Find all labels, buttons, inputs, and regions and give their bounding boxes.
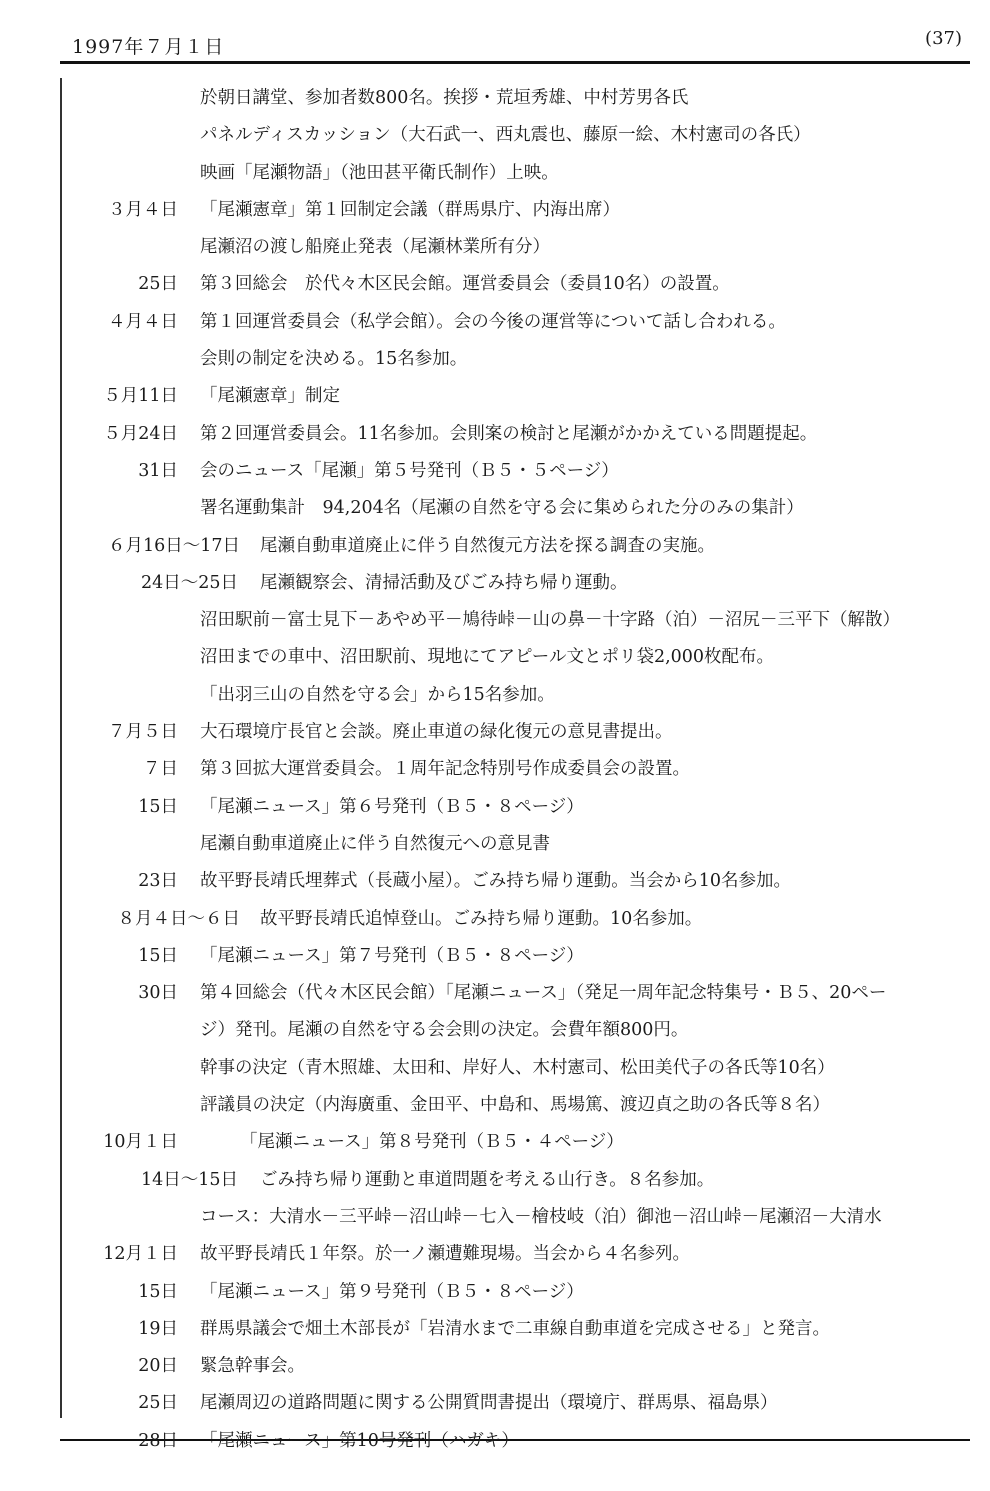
chronology-entry: [80, 826, 980, 863]
chronology-entry: [80, 117, 980, 154]
entry-date: 31日: [138, 460, 178, 481]
entry-text: 沼田駅前－富士見下－あやめ平－鳩待峠－山の鼻－十字路（泊）－沼尻－三平下（解散）: [200, 610, 900, 631]
entry-text: 故平野長靖氏１年祭。於一ノ瀬遭難現場。当会から４名参列。: [200, 1244, 690, 1265]
entry-text: 映画「尾瀬物語」（池田甚平衛氏制作）上映。: [200, 162, 559, 183]
chronology-entry: [80, 1423, 980, 1460]
chronology-entry: [80, 416, 980, 453]
entry-text: 第２回運営委員会。11名参加。会則案の検討と尾瀬がかかえている問題提起。: [200, 423, 818, 444]
chronology-entry: [80, 1274, 980, 1311]
left-margin-rule: [60, 78, 62, 1418]
entry-text: 第４回総会（代々木区民会館）「尾瀬ニュース」（発足一周年記念特集号・Ｂ５、20ペー: [200, 983, 887, 1004]
entry-date: 15日: [138, 796, 178, 817]
entry-text: 第３回拡大運営委員会。１周年記念特別号作成委員会の設置。: [200, 759, 690, 780]
chronology-entry: [80, 863, 980, 900]
entry-date: 14日～15日: [140, 1169, 238, 1190]
chronology-entry: [80, 1162, 980, 1199]
entry-date: 24日～25日: [140, 572, 238, 593]
entry-text: 第３回総会 於代々木区民会館。運営委員会（委員10名）の設置。: [200, 274, 730, 295]
entry-text: 「尾瀬ニュース」第10号発刊（ハガキ）: [200, 1430, 519, 1451]
chronology-entry: [80, 490, 980, 527]
entry-text: 幹事の決定（青木照雄、太田和、岸好人、木村憲司、松田美代子の各氏等10名）: [200, 1057, 835, 1078]
entry-text: ごみ持ち帰り運動と車道問題を考える山行き。８名参加。: [260, 1169, 715, 1190]
entry-text: 会則の制定を決める。15名参加。: [200, 349, 468, 370]
entry-text: 故平野長靖氏埋葬式（長蔵小屋）。ごみ持ち帰り運動。当会から10名参加。: [200, 871, 792, 892]
chronology-entry: [80, 1311, 980, 1348]
chronology-entry: [80, 901, 980, 938]
chronology-entry: [80, 1012, 980, 1049]
chronology-entry: [80, 975, 980, 1012]
entry-text: 「尾瀬ニュース」第７号発刊（Ｂ５・８ページ）: [200, 945, 584, 966]
chronology-entry: [80, 80, 980, 117]
page-number: (37): [925, 28, 962, 49]
entry-text: 「尾瀬憲章」制定: [200, 386, 340, 407]
entry-text: 「尾瀬ニュース」第９号発刊（Ｂ５・８ページ）: [200, 1281, 584, 1302]
entry-text: 尾瀬観察会、清掃活動及びごみ持ち帰り運動。: [260, 572, 628, 593]
entry-text: コース：大清水－三平峠－沼山峠－七入－檜枝岐（泊）御池－沼山峠－尾瀬沼－大清水: [200, 1206, 882, 1227]
chronology-entry: [80, 677, 980, 714]
entry-date: 20日: [138, 1356, 178, 1377]
entry-date: 15日: [138, 945, 178, 966]
entry-text: 大石環境庁長官と会談。廃止車道の緑化復元の意見書提出。: [200, 722, 673, 743]
chronology-entry: [80, 938, 980, 975]
chronology-entry: [80, 714, 980, 751]
chronology-entry: [80, 789, 980, 826]
chronology-entry: [80, 1236, 980, 1273]
header-rule: [60, 61, 970, 64]
entry-date: 10月１日: [103, 1132, 178, 1153]
entry-text: 「出羽三山の自然を守る会」から15名参加。: [200, 684, 555, 705]
entry-date: ７日: [143, 759, 178, 780]
entry-text: 会のニュース「尾瀬」第５号発刊（Ｂ５・５ページ）: [200, 460, 619, 481]
entry-text: 尾瀬自動車道廃止に伴う自然復元への意見書: [200, 833, 550, 854]
entry-text: 群馬県議会で畑土木部長が「岩清水まで二車線自動車道を完成させる」と発言。: [200, 1318, 830, 1339]
entry-date: ８月４日～６日: [117, 908, 240, 929]
entry-text: 「尾瀬ニュース」第６号発刊（Ｂ５・８ページ）: [200, 796, 584, 817]
entry-text: 「尾瀬ニュース」第８号発刊（Ｂ５・４ページ）: [240, 1132, 624, 1153]
chronology-entry: [80, 565, 980, 602]
chronology-entry: [80, 378, 980, 415]
entry-date: 23日: [138, 871, 178, 892]
chronology-entry: [80, 1050, 980, 1087]
entry-text: 沼田までの車中、沼田駅前、現地にてアピール文とポリ袋2,000枚配布。: [200, 647, 775, 668]
entry-text: 「尾瀬憲章」第１回制定会議（群馬県庁、内海出席）: [200, 199, 620, 220]
chronology-list: [80, 80, 980, 1460]
entry-text: 於朝日講堂、参加者数800名。挨拶・荒垣秀雄、中村芳男各氏: [200, 88, 689, 108]
entry-date: 19日: [138, 1318, 178, 1339]
entry-date: ５月24日: [103, 423, 178, 444]
chronology-entry: [80, 1087, 980, 1124]
entry-date: 12月１日: [103, 1244, 178, 1265]
chronology-entry: [80, 304, 980, 341]
entry-text: パネルディスカッション（大石武一、西丸震也、藤原一絵、木村憲司の各氏）: [200, 125, 811, 146]
entry-date: 25日: [138, 274, 178, 295]
chronology-entry: [80, 1124, 980, 1161]
chronology-entry: [80, 155, 980, 192]
entry-text: 評議員の決定（内海廣重、金田平、中島和、馬場篤、渡辺貞之助の各氏等８名）: [200, 1095, 830, 1116]
entry-text: 第１回運営委員会（私学会館）。会の今後の運営等について話し合われる。: [200, 311, 786, 332]
chronology-entry: [80, 229, 980, 266]
entry-date: ６月16日～17日: [107, 535, 240, 556]
chronology-entry: [80, 266, 980, 303]
chronology-entry: [80, 1199, 980, 1236]
entry-date: 30日: [138, 983, 178, 1004]
entry-date: ４月４日: [108, 311, 178, 332]
entry-text: 署名運動集計 94,204名（尾瀬の自然を守る会に集められた分のみの集計）: [200, 498, 804, 519]
chronology-entry: [80, 192, 980, 229]
entry-text: ジ）発刊。尾瀬の自然を守る会会則の決定。会費年額800円。: [200, 1020, 689, 1041]
chronology-entry: [80, 602, 980, 639]
chronology-entry: [80, 453, 980, 490]
chronology-entry: [80, 751, 980, 788]
entry-text: 緊急幹事会。: [200, 1356, 305, 1377]
entry-text: 尾瀬沼の渡し船廃止発表（尾瀬林業所有分）: [200, 237, 550, 258]
entry-text: 故平野長靖氏追悼登山。ごみ持ち帰り運動。10名参加。: [260, 908, 703, 929]
header-date: 1997年７月１日: [72, 36, 225, 58]
entry-date: 15日: [138, 1281, 178, 1302]
entry-date: ３月４日: [108, 199, 178, 220]
chronology-entry: [80, 528, 980, 565]
entry-date: ５月11日: [103, 386, 178, 407]
chronology-entry: [80, 1348, 980, 1385]
entry-date: 28日: [138, 1430, 178, 1451]
chronology-entry: [80, 1385, 980, 1422]
entry-text: 尾瀬自動車道廃止に伴う自然復元方法を探る調査の実施。: [260, 535, 715, 556]
entry-text: 尾瀬周辺の道路問題に関する公開質問書提出（環境庁、群馬県、福島県）: [200, 1393, 778, 1414]
entry-date: 25日: [138, 1393, 178, 1414]
entry-date: ７月５日: [108, 722, 178, 743]
chronology-entry: [80, 639, 980, 676]
chronology-entry: [80, 341, 980, 378]
